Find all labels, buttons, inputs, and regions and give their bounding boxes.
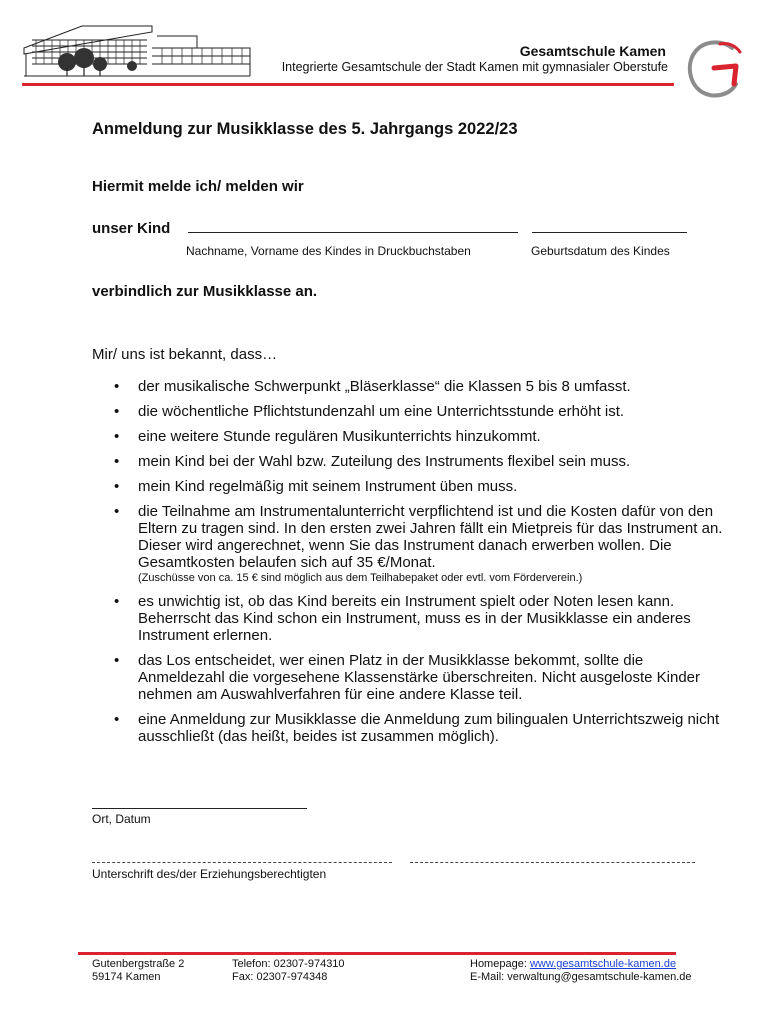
footer-email: E-Mail: verwaltung@gesamtschule-kamen.de xyxy=(470,971,692,983)
list-item: • eine Anmeldung zur Musikklasse die Anmeldung zum bilingualen Unterrichtszweig nicht ausschließt (das heißt, beides ist zusammen möglich). xyxy=(114,711,720,745)
place-date-field[interactable] xyxy=(92,808,307,809)
list-item: • eine weitere Stunde regulären Musikunterrichts hinzukommt. xyxy=(114,428,541,445)
form-title: Anmeldung zur Musikklasse des 5. Jahrgangs 2022/23 xyxy=(92,120,518,138)
child-name-caption: Nachname, Vorname des Kindes in Druckbuchstaben xyxy=(186,244,471,258)
list-item: • das Los entscheidet, wer einen Platz in der Musikklasse bekommt, sollte die Anmeldezahl die vorgesehene Klassenstärke überschreiten. Nicht ausgeloste Kinder nehmen am Auswahlverfahren für eine andere Klasse teil. xyxy=(114,652,700,703)
list-item: • die Teilnahme am Instrumentalunterricht verpflichtend ist und die Kosten dafür von den Eltern zu tragen sind. In den ersten zwei Jahren fällt ein Mietpreis für das Instrument an. Dieser wird angerechnet, wenn Sie das Instrument danach erwerben wollen. Die Gesamtkosten belaufen sich auf 35 €/Monat. (Zuschüsse von ca. 15 € sind möglich aus dem Teilhabepaket oder evtl. vom Förderverein.) xyxy=(110,503,730,585)
birthdate-caption: Geburtsdatum des Kindes xyxy=(531,244,670,258)
child-name-field[interactable] xyxy=(188,232,518,233)
school-name: Gesamtschule Kamen xyxy=(519,43,666,59)
conditions-list xyxy=(110,378,730,753)
footer-web xyxy=(470,958,691,984)
school-building-illustration xyxy=(22,18,252,80)
homepage-link[interactable]: www.gesamtschule-kamen.de xyxy=(529,958,677,970)
cost-note: (Zuschüsse von ca. 15 € sind möglich aus dem Teilhabepaket oder evtl. vom Förderverein.) xyxy=(138,572,583,584)
header-divider xyxy=(22,83,674,86)
footer-divider xyxy=(78,952,676,955)
footer-address xyxy=(92,958,184,984)
birthdate-field[interactable] xyxy=(532,232,687,233)
guardian-caption: Unterschrift des/der Erziehungsberechtigten xyxy=(92,867,327,881)
intro-text: Hiermit melde ich/ melden wir xyxy=(92,178,304,195)
footer-street: Gutenbergstraße 2 xyxy=(92,958,185,970)
child-label: unser Kind xyxy=(92,220,171,237)
binding-text: verbindlich zur Musikklasse an. xyxy=(92,283,318,300)
list-item: • mein Kind bei der Wahl bzw. Zuteilung des Instruments flexibel sein muss. xyxy=(114,453,631,470)
footer-phone: Telefon: 02307-974310 xyxy=(232,958,345,970)
school-subtitle: Integrierte Gesamtschule der Stadt Kamen mit gymnasialer Oberstufe xyxy=(281,60,668,74)
guardian-signature-field-2[interactable] xyxy=(410,862,695,863)
list-item: • die wöchentliche Pflichtstundenzahl um eine Unterrichtsstunde erhöht ist. xyxy=(114,403,625,420)
footer-city: 59174 Kamen xyxy=(92,971,161,983)
footer-fax: Fax: 02307-974348 xyxy=(232,971,328,983)
awareness-text: Mir/ uns ist bekannt, dass… xyxy=(92,346,278,363)
list-item: • mein Kind regelmäßig mit seinem Instrument üben muss. xyxy=(114,478,518,495)
list-item: • es unwichtig ist, ob das Kind bereits ein Instrument spielt oder Noten lesen kann. Beherrscht das Kind schon ein Instrument, muss es in der Musikklasse ein anderes Instrument erlernen. xyxy=(114,593,691,644)
list-item: • der musikalische Schwerpunkt „Bläserklasse“ die Klassen 5 bis 8 umfasst. xyxy=(114,378,631,395)
footer-homepage-label: Homepage: xyxy=(470,958,527,970)
footer-contact xyxy=(232,958,345,984)
school-logo-g-icon xyxy=(684,38,744,100)
guardian-signature-field-1[interactable] xyxy=(92,862,392,863)
place-date-caption: Ort, Datum xyxy=(92,812,151,826)
